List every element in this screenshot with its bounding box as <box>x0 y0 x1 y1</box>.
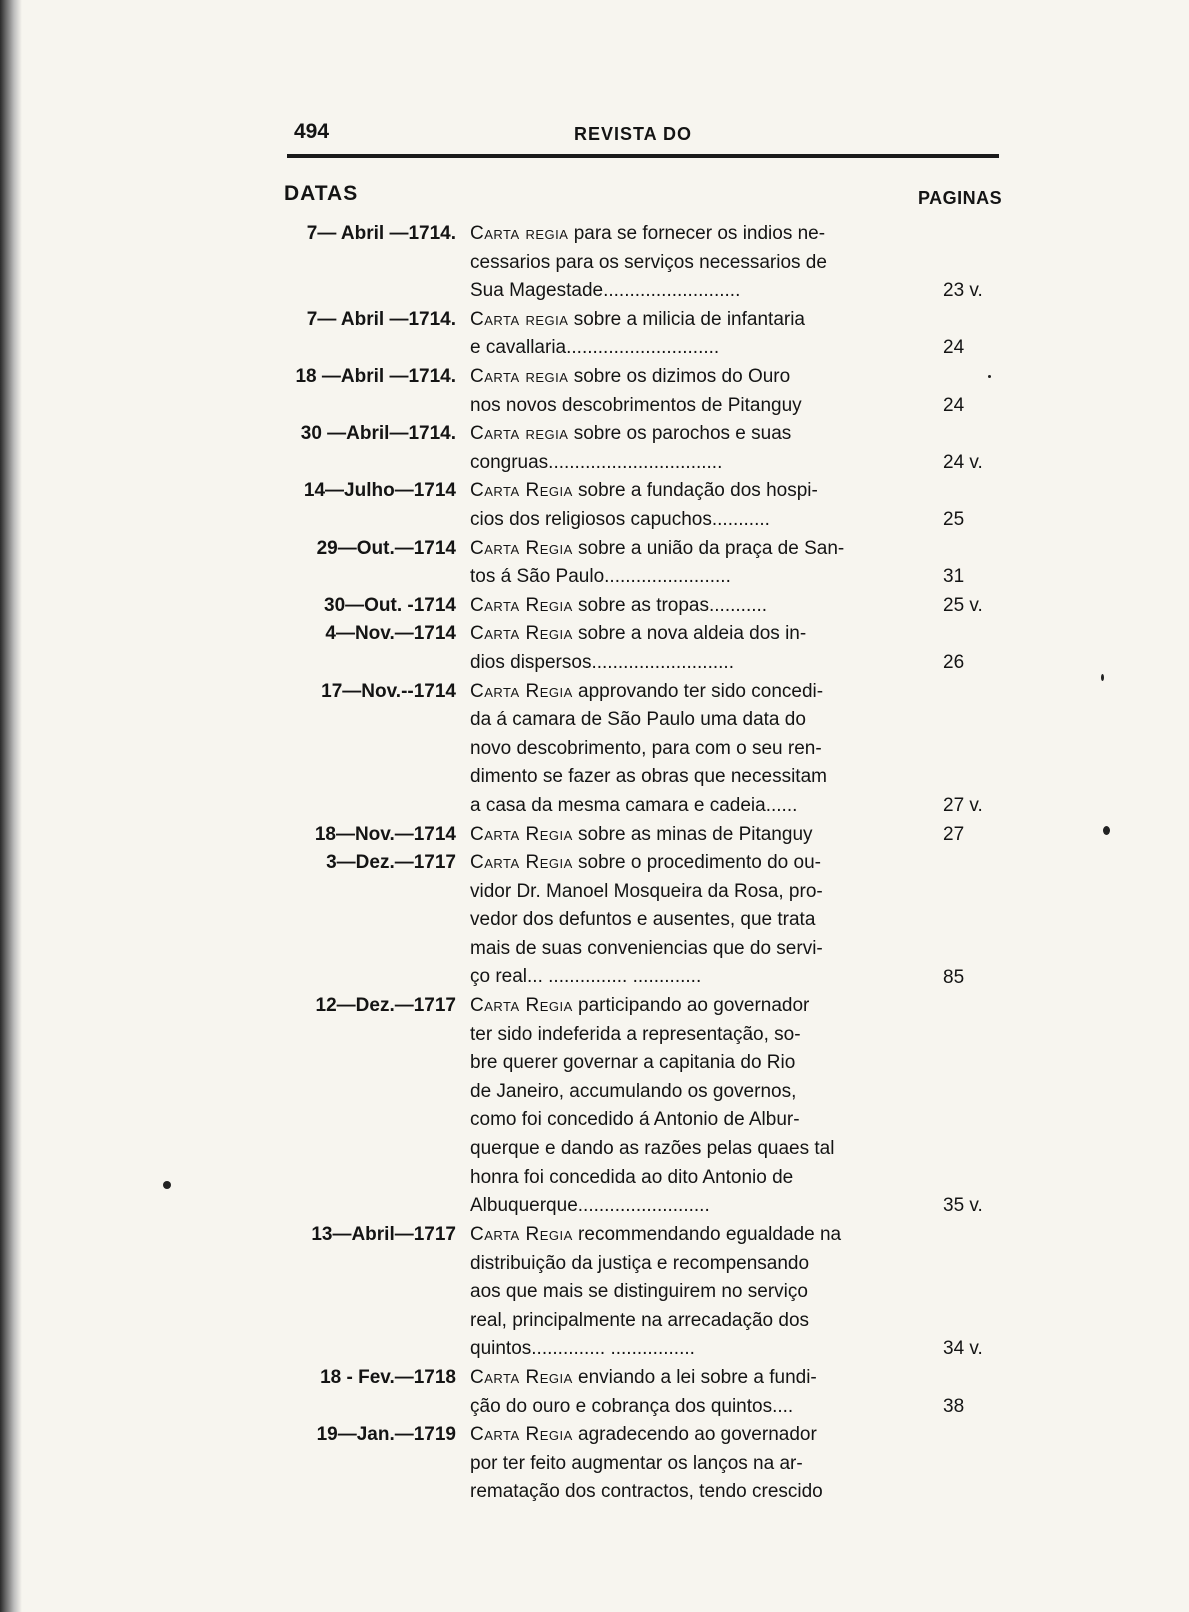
index-entry <box>0 420 1189 477</box>
description-line: como foi concedido á Antonio de Albur- <box>470 1109 800 1131</box>
description-line: vedor dos defuntos e ausentes, que trata <box>470 909 816 931</box>
index-entries <box>0 220 1189 1507</box>
running-head: REVISTA DO <box>574 124 693 144</box>
entry-description <box>470 220 902 306</box>
index-entry <box>0 306 1189 363</box>
ink-speck <box>1101 674 1104 681</box>
entry-date: 7— Abril —1714. <box>306 223 456 244</box>
entry-date: 17—Nov.--1714 <box>321 680 456 702</box>
description-line: real, principalmente na arrecadação dos <box>470 1309 810 1331</box>
description-line: Carta Regia sobre as tropas........... <box>470 594 768 616</box>
description-line: Sua Magestade.......................... <box>470 280 741 302</box>
description-line: Carta regia sobre os parochos e suas <box>470 423 792 445</box>
description-line: Carta Regia sobre as minas de Pitanguy <box>470 823 813 845</box>
description-line: por ter feito augmentar os lanços na ar- <box>470 1452 803 1474</box>
description-line: quintos.............. ................ <box>470 1338 695 1360</box>
entry-date: 30—Out. -1714 <box>324 594 456 616</box>
description-line: novo descobrimento, para com o seu ren- <box>470 737 822 759</box>
column-header-dates: DATAS <box>284 182 359 205</box>
entry-page: 38 <box>943 1395 965 1417</box>
entry-description <box>470 1364 902 1421</box>
description-line: Carta regia para se fornecer os indios ne- <box>470 223 826 244</box>
description-line: da á camara de São Paulo uma data do <box>470 709 806 731</box>
entry-description <box>470 306 902 363</box>
description-line: e cavallaria............................. <box>470 337 720 359</box>
entry-date: 4—Nov.—1714 <box>325 623 456 645</box>
page-number: 494 <box>294 120 330 143</box>
entry-date: 30 —Abril—1714. <box>300 423 456 445</box>
index-entry <box>0 821 1189 850</box>
description-line: Carta Regia sobre a fundação dos hospi- <box>470 480 818 502</box>
index-entry <box>0 220 1189 306</box>
ink-speck <box>988 375 991 378</box>
entry-page: 24 <box>943 337 965 359</box>
index-entry <box>0 592 1189 621</box>
entry-date: 12—Dez.—1717 <box>315 995 456 1017</box>
description-line: Carta Regia participando ao governador <box>470 995 810 1017</box>
description-line: de Janeiro, accumulando os governos, <box>470 1080 797 1102</box>
description-line: querque e dando as razões pelas quaes tal <box>470 1138 835 1160</box>
description-line: Carta Regia sobre o procedimento do ou- <box>470 852 821 874</box>
entry-page: 31 <box>943 566 965 588</box>
entry-date: 3—Dez.—1717 <box>326 852 456 874</box>
description-line: congruas................................. <box>470 451 723 473</box>
entry-date: 18 - Fev.—1718 <box>320 1366 456 1388</box>
description-line: Carta regia sobre a milicia de infantaria <box>470 308 806 330</box>
entry-description <box>470 535 902 592</box>
index-entry <box>0 620 1189 677</box>
ink-speck <box>163 1181 171 1189</box>
description-line: mais de suas conveniencias que do servi- <box>470 937 823 959</box>
description-line: vidor Dr. Manoel Mosqueira da Rosa, pro- <box>470 880 823 902</box>
description-line: cios dos religiosos capuchos........... <box>470 508 770 530</box>
index-entry <box>0 849 1189 992</box>
index-entry <box>0 535 1189 592</box>
description-line: ço real... ............... ............. <box>470 966 702 988</box>
index-entry <box>0 363 1189 420</box>
entry-page: 25 v. <box>943 594 983 616</box>
entry-page: 35 v. <box>943 1195 983 1217</box>
entry-description <box>470 363 902 420</box>
description-line: distribuição da justiça e recompensando <box>470 1252 810 1274</box>
entry-page: 85 <box>943 966 965 988</box>
entry-description <box>470 849 902 992</box>
entry-page: 24 v. <box>943 451 983 473</box>
description-line: nos novos descobrimentos de Pitanguy <box>470 394 802 416</box>
index-entry <box>0 678 1189 821</box>
entry-description <box>470 992 902 1221</box>
index-entry <box>0 477 1189 534</box>
entry-page: 27 <box>943 823 965 845</box>
entry-date: 13—Abril—1717 <box>311 1223 456 1245</box>
index-entry <box>0 992 1189 1221</box>
entry-description <box>470 477 902 534</box>
entry-description <box>470 420 902 477</box>
description-line: ção do ouro e cobrança dos quintos.... <box>470 1395 794 1417</box>
entry-date: 29—Out.—1714 <box>316 537 456 559</box>
description-line: Carta regia sobre os dizimos do Ouro <box>470 365 791 387</box>
description-line: Carta Regia sobre a nova aldeia dos in- <box>470 623 807 645</box>
description-line: Albuquerque......................... <box>470 1195 710 1217</box>
entry-page: 25 <box>943 508 965 530</box>
description-line: cessarios para os serviços necessarios de <box>470 251 827 273</box>
entry-page: 26 <box>943 651 965 673</box>
entry-page: 24 <box>943 394 965 416</box>
description-line: Carta Regia recommendando egualdade na <box>470 1223 842 1245</box>
description-line: tos á São Paulo........................ <box>470 566 731 588</box>
entry-description <box>470 620 902 677</box>
entry-date: 19—Jan.—1719 <box>316 1424 456 1446</box>
column-header-pages: PAGINAS <box>918 188 1003 208</box>
entry-description <box>470 1421 902 1507</box>
index-entry <box>0 1221 1189 1364</box>
entry-description <box>470 1221 902 1364</box>
description-line: Carta Regia agradecendo ao governador <box>470 1424 817 1446</box>
entry-page: 27 v. <box>943 794 983 816</box>
entry-description <box>470 592 902 621</box>
entry-page: 23 v. <box>943 280 983 302</box>
description-line: aos que mais se distinguirem no serviço <box>470 1281 808 1303</box>
entry-page: 34 v. <box>943 1338 983 1360</box>
header-rule <box>287 154 999 158</box>
index-entry <box>0 1421 1189 1507</box>
entry-description <box>470 678 902 821</box>
ink-speck <box>1103 826 1110 835</box>
entry-date: 18 —Abril —1714. <box>295 365 456 387</box>
description-line: bre querer governar a capitania do Rio <box>470 1052 796 1074</box>
entry-date: 18—Nov.—1714 <box>314 823 456 845</box>
description-line: dios dispersos........................... <box>470 651 734 673</box>
index-entry <box>0 1364 1189 1421</box>
entry-date: 7— Abril —1714. <box>306 308 456 330</box>
description-line: Carta Regia enviando a lei sobre a fundi- <box>470 1366 817 1388</box>
description-line: dimento se fazer as obras que necessitam <box>470 766 827 788</box>
entry-date: 14—Julho—1714 <box>303 480 456 502</box>
description-line: Carta Regia approvando ter sido concedi- <box>470 680 824 702</box>
description-line: ter sido indeferida a representação, so- <box>470 1023 801 1045</box>
description-line: a casa da mesma camara e cadeia...... <box>470 794 798 816</box>
entry-description <box>470 821 902 850</box>
description-line: rematação dos contractos, tendo crescido <box>470 1481 823 1503</box>
description-line: honra foi concedida ao dito Antonio de <box>470 1166 794 1188</box>
description-line: Carta Regia sobre a união da praça de San- <box>470 537 845 559</box>
